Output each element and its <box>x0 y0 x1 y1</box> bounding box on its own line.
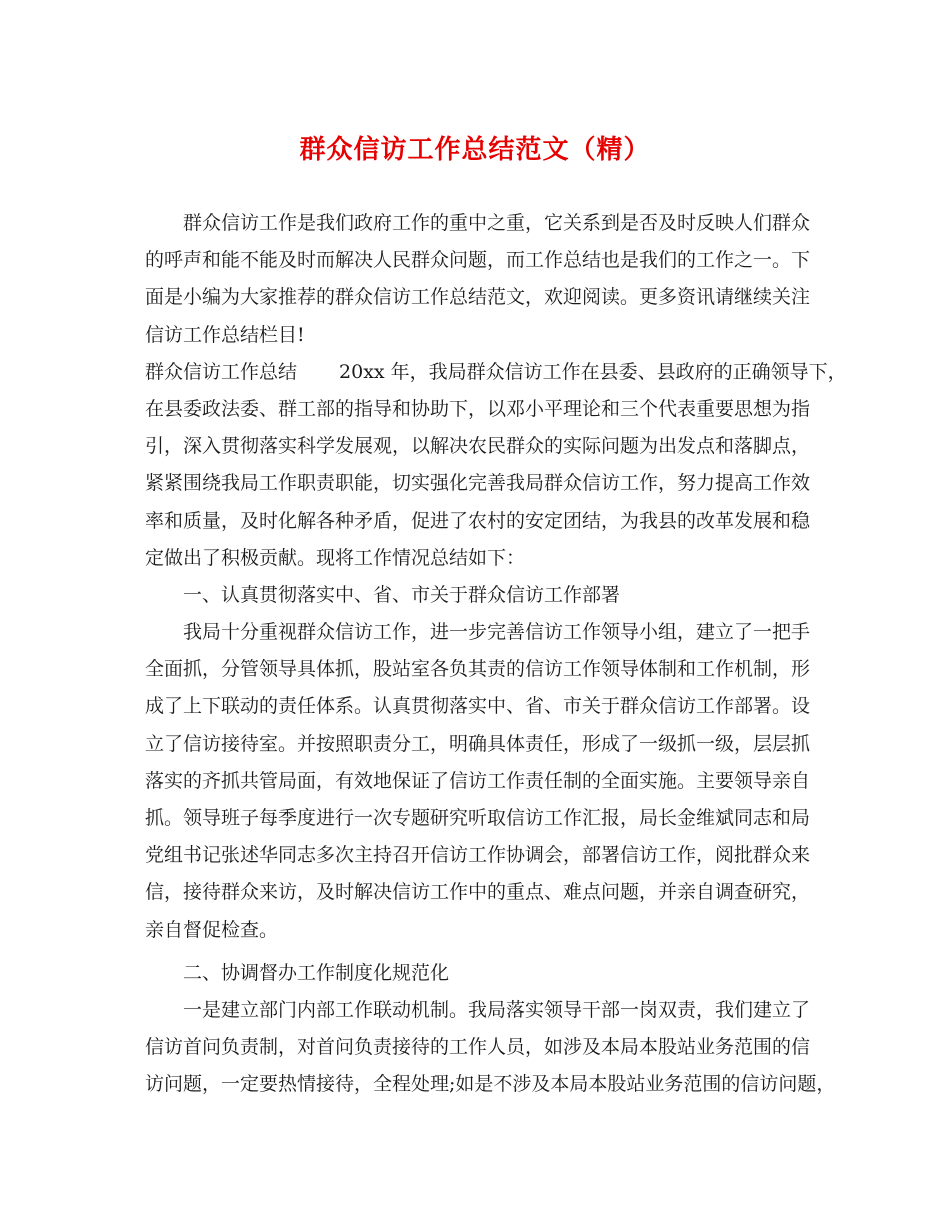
paragraph-line: 立了信访接待室。并按照职责分工，明确具体责任，形成了一级抓一级，层层抓 <box>145 732 811 755</box>
paragraph-line: 信访首问负责制，对首问负责接待的工作人员，如涉及本局本股站业务范围的信 <box>145 1036 811 1059</box>
paragraph-line: 紧紧围绕我局工作职责职能，切实强化完善我局群众信访工作，努力提高工作效 <box>145 472 811 495</box>
section-heading: 二、协调督办工作制度化规范化 <box>183 961 450 984</box>
paragraph-line: 引，深入贯彻落实科学发展观，以解决农民群众的实际问题为出发点和落脚点， <box>145 435 811 458</box>
paragraph-line: 访问题，一定要热情接待，全程处理;如是不涉及本局本股站业务范围的信访问题， <box>145 1073 836 1096</box>
paragraph-line: 亲自督促检查。 <box>145 918 279 941</box>
paragraph-line: 定做出了积极贡献。现将工作情况总结如下： <box>145 546 526 569</box>
paragraph-line: 一是建立部门内部工作联动机制。我局落实领导干部一岗双责，我们建立了 <box>183 998 811 1021</box>
paragraph-line: 成了上下联动的责任体系。认真贯彻落实中、省、市关于群众信访工作部署。设 <box>145 695 811 718</box>
paragraph-line: 在县委政法委、群工部的指导和协助下，以邓小平理论和三个代表重要思想为指 <box>145 397 811 420</box>
paragraph-line: 面是小编为大家推荐的群众信访工作总结范文，欢迎阅读。更多资讯请继续关注 <box>145 286 811 309</box>
paragraph-line: 我局十分重视群众信访工作，进一步完善信访工作领导小组，建立了一把手 <box>183 621 811 644</box>
document-title: 群众信访工作总结范文（精） <box>299 135 651 165</box>
paragraph-line: 群众信访工作是我们政府工作的重中之重，它关系到是否及时反映人们群众 <box>183 212 811 234</box>
section-label: 群众信访工作总结 <box>145 360 298 383</box>
paragraph-line: 信访工作总结栏目! <box>145 323 305 346</box>
paragraph-line: 率和质量，及时化解各种矛盾，促进了农村的安定团结，为我县的改革发展和稳 <box>145 509 811 532</box>
paragraph-line: 信，接待群众来访，及时解决信访工作中的重点、难点问题，并亲自调查研究， <box>145 881 811 904</box>
paragraph-line: 全面抓，分管领导具体抓，股站室各负其责的信访工作领导体制和工作机制，形 <box>145 658 811 681</box>
paragraph-line: 党组书记张述华同志多次主持召开信访工作协调会，部署信访工作，阅批群众来 <box>145 844 811 867</box>
document-body <box>145 205 847 1104</box>
paragraph-line: 的呼声和能不能及时而解决人民群众问题，而工作总结也是我们的工作之一。下 <box>145 249 811 272</box>
section-heading: 一、认真贯彻落实中、省、市关于群众信访工作部署 <box>183 583 621 606</box>
paragraph-line: 抓。领导班子每季度进行一次专题研究听取信访工作汇报，局长金维斌同志和局 <box>145 807 811 829</box>
paragraph-line <box>145 354 847 391</box>
paragraph-line: 落实的齐抓共管局面，有效地保证了信访工作责任制的全面实施。主要领导亲自 <box>145 769 811 792</box>
paragraph-text: 20xx 年，我局群众信访工作在县委、县政府的正确领导下， <box>339 360 847 383</box>
